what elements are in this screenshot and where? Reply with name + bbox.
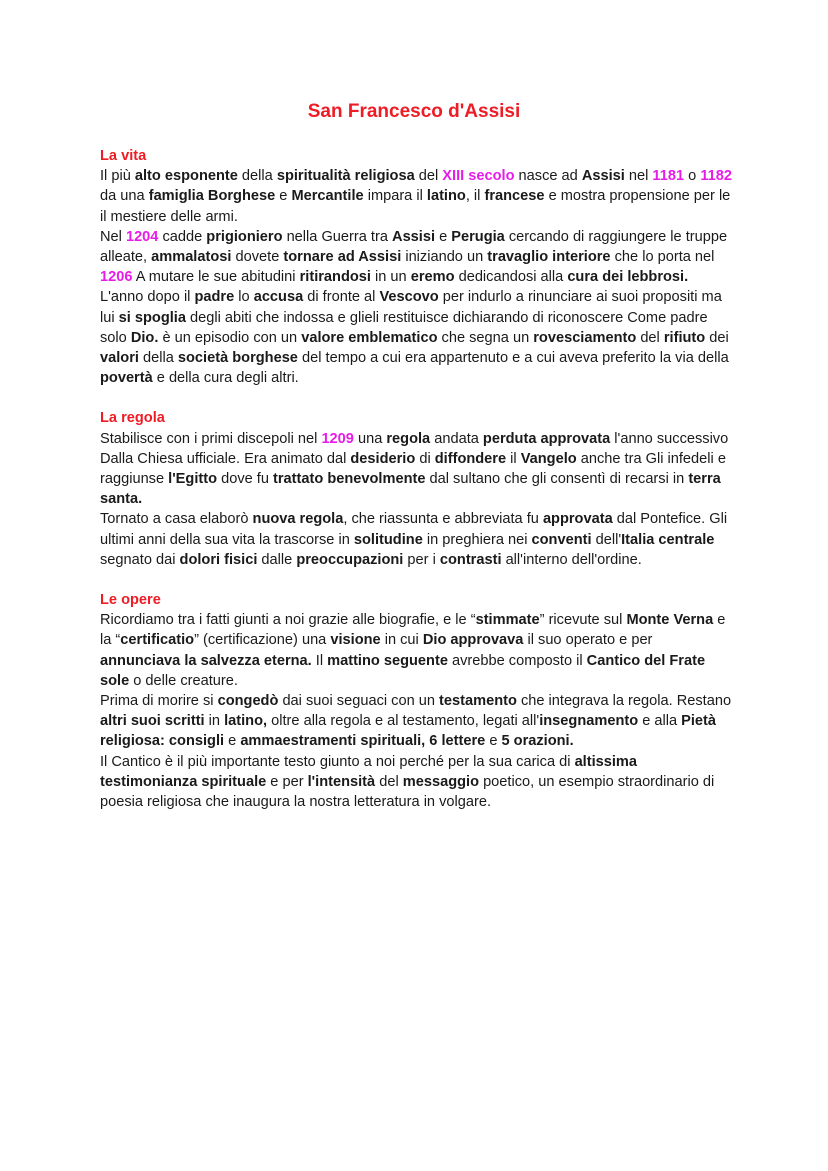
text-run: e la “ <box>100 612 726 649</box>
bold-term: diffondere <box>434 450 507 467</box>
paragraph <box>100 429 736 510</box>
text-run: o delle creature. <box>129 672 238 689</box>
bold-term: ammaestramenti spirituali, 6 lettere <box>240 733 486 750</box>
bold-term: Cantico del Frate sole <box>100 652 706 689</box>
section-heading: Le opere <box>100 592 161 609</box>
text-run: , che riassunta e abbreviata fu <box>343 511 543 528</box>
text-run: poetico, un esempio straordinario di poesia religiosa che inaugura la nostra letteratura in volgare. <box>100 773 715 811</box>
text-run: di <box>415 450 435 467</box>
text-run: cercando di raggiungere le truppe alleate, <box>100 228 728 266</box>
text-run: della <box>138 350 178 367</box>
text-run: del <box>414 168 443 185</box>
text-run: dal Pontefice. Gli ultimi anni della sua vita la trascorse in <box>100 511 728 548</box>
bold-term: rifiuto <box>663 329 706 346</box>
text-run: , il <box>465 188 485 205</box>
text-run: dei <box>705 329 729 346</box>
text-run: segnato dai <box>100 551 180 568</box>
bold-term: altissima testimonianza spirituale <box>100 753 638 790</box>
bold-term: tornare ad Assisi <box>283 249 402 266</box>
bold-term: testamento <box>439 693 517 710</box>
text-run: del <box>636 329 664 346</box>
bold-term: eremo <box>410 269 455 286</box>
bold-term: regola <box>386 430 431 447</box>
text-run: anche tra Gli infedeli e raggiunse <box>100 450 726 488</box>
paragraph <box>100 166 736 227</box>
paragraph <box>100 509 736 570</box>
section-heading: La vita <box>100 148 147 164</box>
bold-term: dolori fisici <box>179 551 258 568</box>
bold-term: padre <box>194 289 235 306</box>
text-run: avrebbe composto il <box>447 652 587 669</box>
text-run: e della cura degli altri. <box>152 370 299 387</box>
text-run: in <box>204 713 225 730</box>
text-run: e mostra propensione per le il mestiere delle armi. <box>100 188 731 225</box>
text-run: dovete <box>231 249 284 266</box>
bold-term: stimmate <box>475 612 540 629</box>
section-heading: La regola <box>100 410 165 427</box>
bold-term: alto esponente <box>134 168 238 185</box>
bold-term: terra santa. <box>100 471 721 508</box>
text-run: e <box>224 733 241 750</box>
bold-term: Pietà religiosa: consigli <box>100 713 717 750</box>
highlighted-date: 1209 <box>321 430 354 447</box>
text-run: degli abiti che indossa e glieli restituisce dichiarando di riconoscere Come padre solo <box>100 309 708 346</box>
text-run: per indurlo a rinunciare ai suoi propositi ma lui <box>100 289 722 326</box>
text-run: impara il <box>363 188 427 205</box>
text-run: Il più <box>100 168 135 185</box>
bold-term: Assisi <box>581 168 625 185</box>
text-run: il suo operato e per <box>523 632 653 649</box>
bold-term: rovesciamento <box>533 329 637 346</box>
text-run: nella Guerra tra <box>282 228 393 245</box>
paragraph <box>100 752 736 813</box>
text-run: cadde <box>158 228 207 245</box>
bold-term: valore emblematico <box>301 329 438 346</box>
highlighted-date: 1182 <box>700 168 732 185</box>
bold-term: Italia centrale <box>621 531 715 548</box>
text-run: in cui <box>380 632 423 649</box>
text-run: della <box>237 168 277 185</box>
text-run: dal sultano che gli consentì di recarsi in <box>425 471 689 488</box>
bold-term: altri suoi scritti <box>100 713 205 730</box>
text-run: iniziando un <box>401 249 488 266</box>
bold-term: cura dei lebbrosi. <box>567 269 689 286</box>
bold-term: messaggio <box>402 773 480 790</box>
bold-term: trattato benevolmente <box>273 471 426 488</box>
bold-term: spiritualità religiosa <box>276 168 415 185</box>
text-run: per i <box>403 551 440 568</box>
highlighted-date: 1181 <box>652 168 685 185</box>
paragraph <box>100 691 736 752</box>
text-run: dalle <box>257 551 297 568</box>
text-run: nel <box>624 168 653 185</box>
text-run: che segna un <box>437 329 534 346</box>
bold-term: nuova regola <box>252 511 344 528</box>
paragraph <box>100 287 736 388</box>
bold-term: visione <box>330 632 381 649</box>
text-run: Nel <box>100 228 126 245</box>
bold-term: Vangelo <box>520 450 577 467</box>
bold-term: approvata <box>542 511 613 528</box>
bold-term: povertà <box>100 370 153 387</box>
text-run: è un episodio con un <box>158 329 302 346</box>
text-run: e <box>485 733 502 750</box>
bold-term: contrasti <box>439 551 502 568</box>
bold-term: latino <box>426 188 466 205</box>
section-spacer <box>100 388 736 408</box>
text-run: ” (certificazione) una <box>194 632 331 649</box>
document-body <box>100 146 736 812</box>
bold-term: latino, <box>224 713 268 730</box>
bold-term: valori <box>100 350 139 367</box>
bold-term: francese <box>484 188 545 205</box>
highlighted-date: XIII secolo <box>442 168 515 185</box>
text-run: dove fu <box>217 471 274 488</box>
bold-term: perduta approvata <box>482 430 611 447</box>
bold-term: ammalatosi <box>151 249 232 266</box>
bold-term: solitudine <box>353 531 423 548</box>
bold-term: annunciava la salvezza eterna. <box>100 652 312 669</box>
text-run: nasce ad <box>514 168 582 185</box>
bold-term: Dio approvava <box>422 632 524 649</box>
text-run: il <box>506 450 521 467</box>
text-run: l'anno successivo Dalla Chiesa ufficiale. Era animato dal <box>100 430 729 467</box>
bold-term: 5 orazioni. <box>501 733 574 750</box>
section-spacer <box>100 570 736 590</box>
bold-term: l'Egitto <box>168 471 218 488</box>
bold-term: preoccupazioni <box>296 551 404 568</box>
bold-term: insegnamento <box>539 713 639 730</box>
text-run: dell' <box>591 531 622 548</box>
text-run: di fronte al <box>303 289 380 306</box>
paragraph <box>100 610 736 691</box>
text-run: andata <box>430 430 483 447</box>
text-run: che integrava la regola. Restano <box>516 693 732 710</box>
text-run: A mutare le sue abitudini <box>132 269 300 286</box>
bold-term: Mercantile <box>291 188 364 205</box>
text-run: una <box>353 430 387 447</box>
text-run: in un <box>370 269 411 286</box>
text-run: dai suoi seguaci con un <box>278 693 440 710</box>
text-run: Prima di morire si <box>100 693 218 710</box>
text-run: da una <box>100 188 149 205</box>
paragraph <box>100 227 736 288</box>
bold-term: Perugia <box>451 228 505 245</box>
bold-term: travaglio interiore <box>487 249 611 266</box>
bold-term: società borghese <box>177 350 298 367</box>
bold-term: Assisi <box>392 228 436 245</box>
text-run: e per <box>266 773 308 790</box>
text-run: oltre alla regola e al testamento, legati all' <box>267 713 540 730</box>
bold-term: l'intensità <box>307 773 376 790</box>
text-run: Il <box>311 652 328 669</box>
text-run: in preghiera nei <box>422 531 532 548</box>
text-run: Stabilisce con i primi discepoli nel <box>100 430 322 447</box>
text-run: e <box>275 188 292 205</box>
bold-term: certificatio <box>120 632 195 649</box>
bold-term: Vescovo <box>379 289 439 306</box>
bold-term: accusa <box>253 289 304 306</box>
text-run: lo <box>234 289 254 306</box>
text-run: ” ricevute sul <box>539 612 627 629</box>
text-run: Ricordiamo tra i fatti giunti a noi grazie alle biografie, e le “ <box>100 612 476 629</box>
highlighted-date: 1206 <box>100 269 133 286</box>
bold-term: prigioniero <box>206 228 283 245</box>
bold-term: conventi <box>531 531 592 548</box>
bold-term: desiderio <box>350 450 416 467</box>
text-run: dedicandosi alla <box>454 269 568 286</box>
text-run: del tempo a cui era appartenuto e a cui aveva preferito la via della <box>297 350 729 367</box>
text-run: e alla <box>638 713 682 730</box>
text-run: e <box>435 228 452 245</box>
highlighted-date: 1204 <box>125 228 159 245</box>
page-title: San Francesco d'Assisi <box>307 101 521 122</box>
bold-term: Monte Verna <box>626 612 714 629</box>
text-run: L'anno dopo il <box>100 289 195 306</box>
text-run: Il Cantico è il più importante testo giunto a noi perché per la sua carica di <box>100 753 575 770</box>
text-run: del <box>375 773 403 790</box>
text-run: Tornato a casa elaborò <box>100 511 253 528</box>
bold-term: ritirandosi <box>299 269 371 286</box>
text-run: che lo porta nel <box>610 249 715 266</box>
text-run: o <box>684 168 701 185</box>
text-run: all'interno dell'ordine. <box>501 551 642 568</box>
bold-term: si spoglia <box>118 309 186 326</box>
bold-term: Dio. <box>130 329 159 346</box>
bold-term: congedò <box>217 693 279 710</box>
bold-term: famiglia Borghese <box>148 188 276 205</box>
bold-term: mattino seguente <box>327 652 448 669</box>
